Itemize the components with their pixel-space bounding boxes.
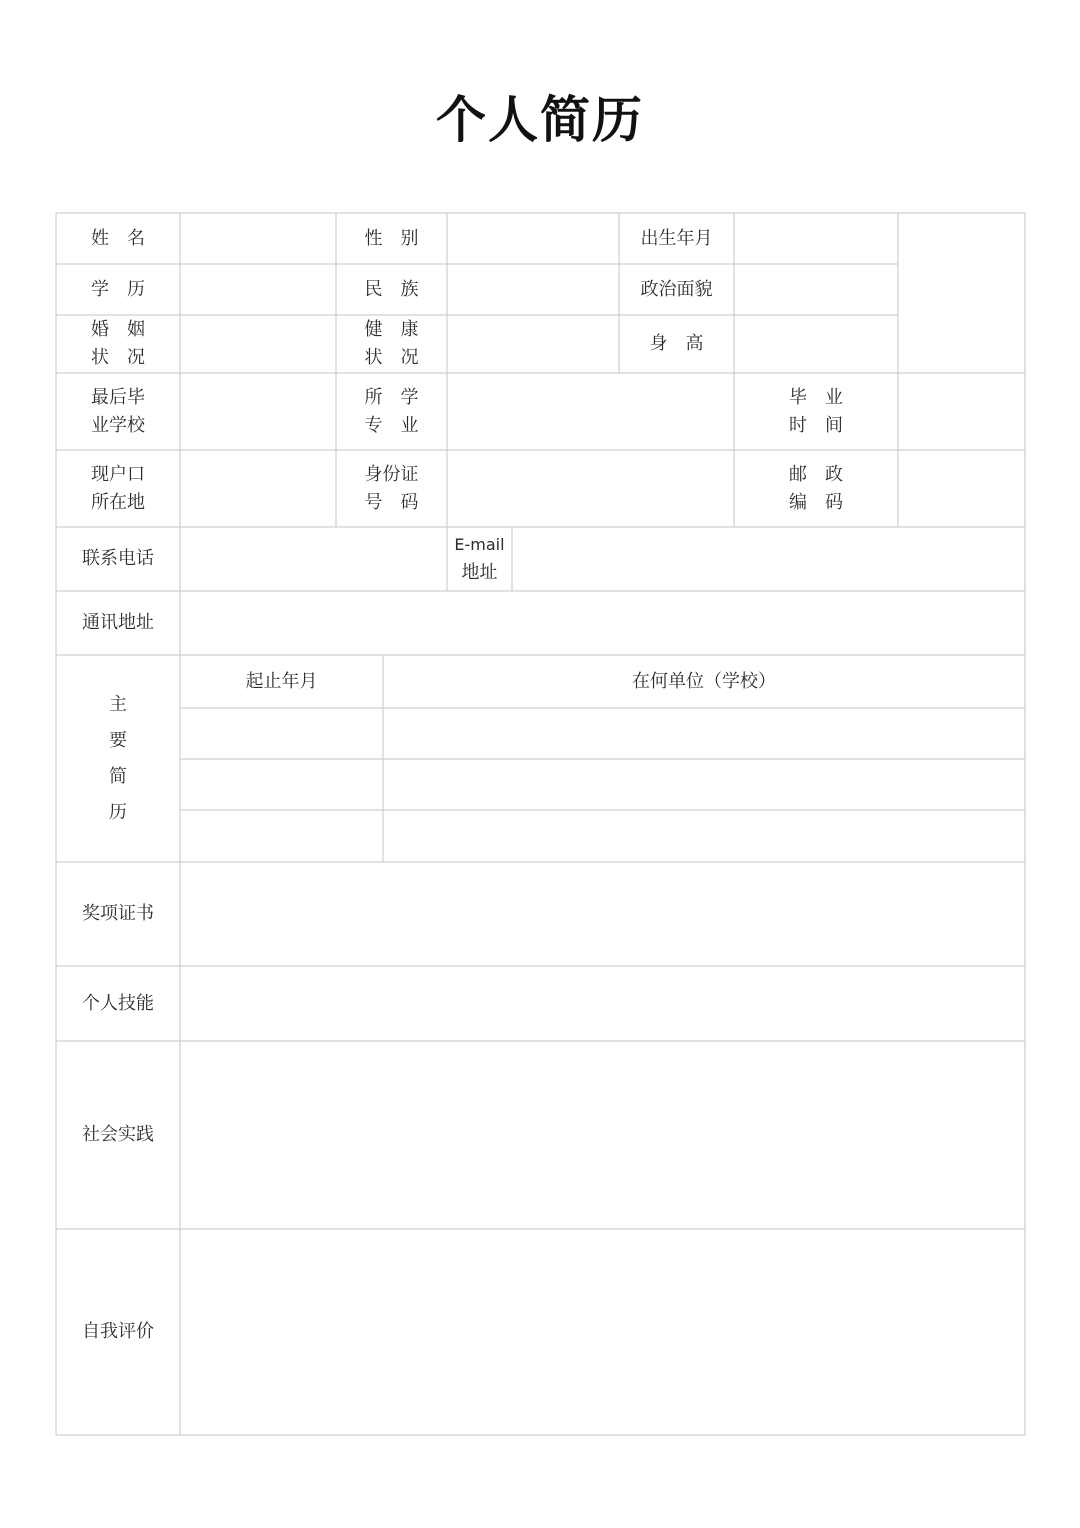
label-major-line1: 所 学 [364, 386, 419, 408]
marital-field[interactable] [180, 315, 336, 373]
label-political-text: 政治面貌 [640, 278, 713, 300]
label-self-eval [56, 1229, 180, 1435]
page-title: 个人简历 [436, 90, 644, 149]
self-eval-field[interactable] [180, 1229, 1025, 1435]
address-field[interactable] [180, 591, 1025, 655]
label-grad-time-line1: 毕 业 [789, 386, 843, 408]
resume-unit-field-3[interactable] [383, 810, 1025, 862]
label-gender-text: 性 别 [364, 227, 419, 249]
label-birth [619, 213, 734, 264]
label-health [336, 315, 447, 373]
political-field[interactable] [734, 264, 898, 315]
label-political [619, 264, 734, 315]
label-id-number-line1: 身份证 [364, 463, 419, 485]
resume-unit-field-2[interactable] [383, 759, 1025, 810]
label-postcode [734, 450, 898, 527]
skills-field[interactable] [180, 966, 1025, 1041]
label-address-text: 通讯地址 [82, 612, 154, 633]
label-resume [56, 655, 180, 862]
grad-time-field[interactable] [898, 373, 1025, 450]
birth-field[interactable] [734, 213, 898, 264]
label-birth-text: 出生年月 [640, 227, 713, 249]
label-awards-text: 奖项证书 [82, 903, 154, 924]
label-hukou-line1: 现户口 [91, 463, 145, 485]
label-marital [56, 315, 180, 373]
height-field[interactable] [734, 315, 898, 373]
label-skills [56, 966, 180, 1041]
hukou-field[interactable] [180, 450, 336, 527]
photo-box[interactable] [898, 213, 1025, 373]
label-name-text: 姓 名 [91, 227, 145, 249]
label-resume-char4: 历 [109, 801, 127, 823]
practice-field[interactable] [180, 1041, 1025, 1229]
resume-period-field-1[interactable] [180, 708, 383, 759]
label-major [336, 373, 447, 450]
label-hukou [56, 450, 180, 527]
label-school-line2: 业学校 [91, 414, 145, 436]
label-health-line2: 状 况 [364, 347, 419, 368]
label-health-line1: 健 康 [364, 319, 419, 340]
label-awards [56, 862, 180, 966]
label-school-line1: 最后毕 [91, 386, 145, 408]
label-marital-line1: 婚 姻 [91, 319, 145, 340]
ethnicity-field[interactable] [447, 264, 619, 315]
label-email-line2: 地址 [461, 562, 498, 583]
label-grad-time [734, 373, 898, 450]
label-hukou-line2: 所在地 [91, 491, 145, 513]
label-practice [56, 1041, 180, 1229]
label-education [56, 264, 180, 315]
id-number-field[interactable] [447, 450, 734, 527]
label-ethnicity [336, 264, 447, 315]
email-field[interactable] [512, 527, 1025, 591]
postcode-field[interactable] [898, 450, 1025, 527]
label-postcode-line2: 编 码 [789, 491, 843, 513]
label-major-line2: 专 业 [364, 414, 419, 436]
label-education-text: 学 历 [91, 278, 145, 300]
label-resume-char3: 简 [109, 765, 127, 787]
label-phone [56, 527, 180, 591]
label-school [56, 373, 180, 450]
label-practice-text: 社会实践 [82, 1124, 154, 1145]
major-field[interactable] [447, 373, 734, 450]
phone-field[interactable] [180, 527, 447, 591]
label-resume-char2: 要 [109, 729, 127, 751]
label-address [56, 591, 180, 655]
label-name [56, 213, 180, 264]
label-id-number [336, 450, 447, 527]
resume-period-field-2[interactable] [180, 759, 383, 810]
resume-period-header [180, 655, 383, 708]
name-field[interactable] [180, 213, 336, 264]
label-email-line1: E-mail [454, 535, 505, 554]
label-ethnicity-text: 民 族 [364, 278, 419, 300]
awards-field[interactable] [180, 862, 1025, 966]
education-field[interactable] [180, 264, 336, 315]
label-self-eval-text: 自我评价 [82, 1321, 154, 1342]
label-height [619, 315, 734, 373]
resume-period-field-3[interactable] [180, 810, 383, 862]
label-gender [336, 213, 447, 264]
gender-field[interactable] [447, 213, 619, 264]
resume-unit-field-1[interactable] [383, 708, 1025, 759]
label-id-number-line2: 号 码 [364, 491, 419, 513]
label-phone-text: 联系电话 [82, 548, 154, 569]
label-marital-line2: 状 况 [91, 347, 145, 368]
resume-period-header-text: 起止年月 [245, 670, 318, 692]
label-postcode-line1: 邮 政 [789, 463, 843, 485]
label-email [447, 527, 512, 591]
label-height-text: 身 高 [649, 333, 704, 354]
label-grad-time-line2: 时 间 [789, 414, 843, 436]
resume-unit-header [383, 655, 1025, 708]
school-field[interactable] [180, 373, 336, 450]
resume-unit-header-text: 在何单位（学校） [632, 670, 776, 692]
health-field[interactable] [447, 315, 619, 373]
label-skills-text: 个人技能 [82, 992, 154, 1014]
label-resume-char1: 主 [109, 693, 127, 715]
